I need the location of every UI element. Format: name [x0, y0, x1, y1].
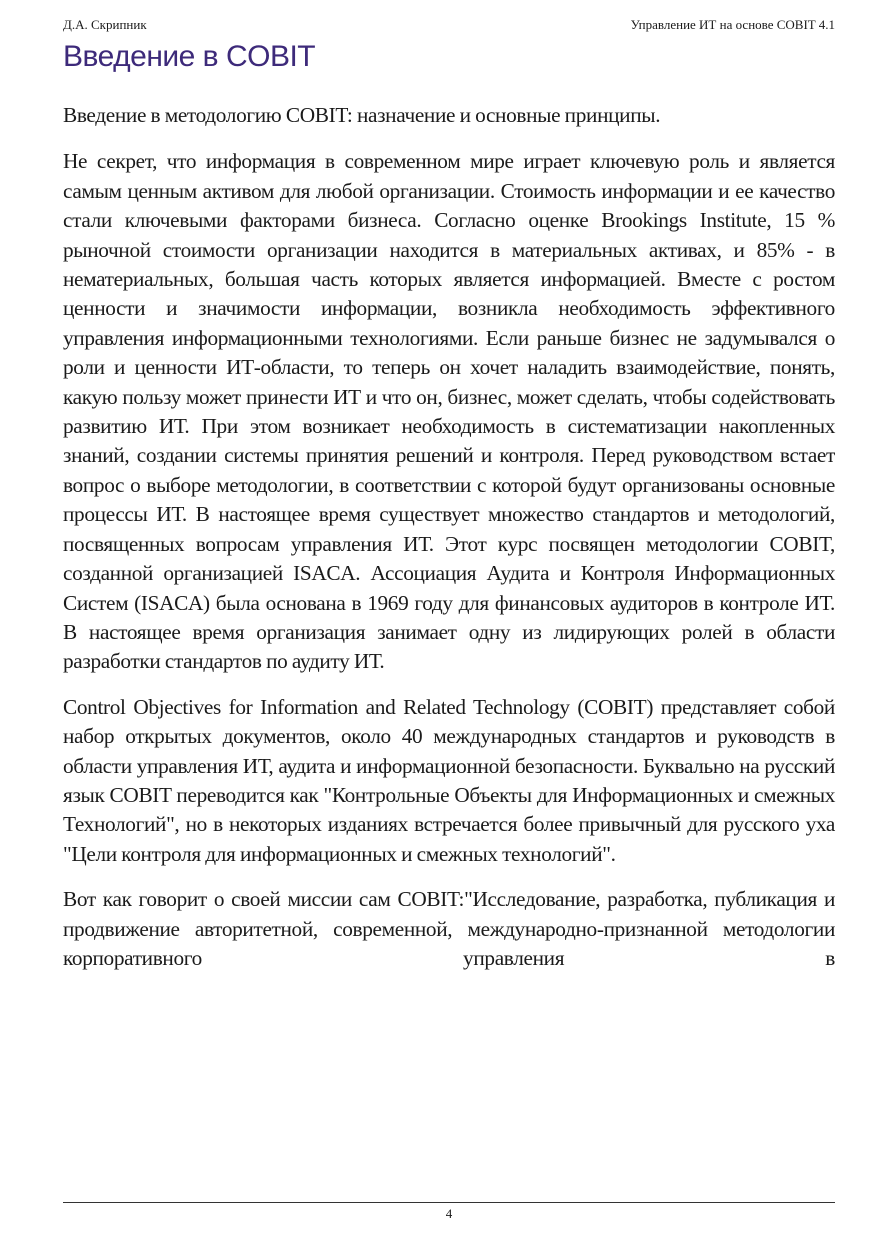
paragraph-information-value: Не секрет, что информация в современном мире играет ключевую роль и является самым ценным активом для любой организации. Стоимость информации и ее качество стали ключевыми факторами бизнеса. Согласно оценке Brookings Institute, 15 % рыночной стоимости организации находится в материальных активах, и 85% - в нематериальных, большая часть которых является информацией. Вместе с ростом ценности и значимости информации, возникла необходимость эффективного управления информационными технологиями. Если раньше бизнес не задумывался о роли и ценности ИТ-области, то теперь он хочет наладить взаимодействие, понять, какую пользу может принести ИТ и что он, бизнес, может сделать, чтобы содействовать развитию ИТ. При этом возникает необходимость в систематизации накопленных знаний, создании системы принятия решений и контроля. Перед руководством встает вопрос о выборе методологии, в соответствии с которой будут организованы основные процессы ИТ. В настоящее время существует множество стандартов и методологий, посвященных вопросам управления ИТ. Этот курс посвящен методологии COBIT, созданной организацией ISACA. Ассоциация Аудита и Контроля Информационных Систем (ISACA) была основана в 1969 году для финансовых аудиторов в контроле ИТ. В настоящее время организация занимает одну из лидирующих ролей в области разработки стандартов по аудиту ИТ.	[63, 149, 835, 674]
paragraph-cobit-mission: Вот как говорит о своей миссии сам COBIT:"Исследование, разработка, публикация и продвижение авторитетной, современной, международно-признанной методологии корпоративного управления в	[63, 887, 835, 970]
header-author: Д.А. Скрипник	[63, 17, 147, 32]
body-text	[63, 101, 835, 973]
header-book-title: Управление ИТ на основе COBIT 4.1	[630, 17, 835, 32]
paragraph-cobit-definition: Control Objectives for Information and Related Technology (COBIT) представляет собой набор открытых документов, около 40 международных стандартов и руководств в области управления ИТ, аудита и информационной безопасности. Буквально на русский язык COBIT переводится как "Контрольные Объекты для Информационных и смежных Технологий", но в некоторых изданиях встречается более привычный для русского уха "Цели контроля для информационных и смежных технологий".	[63, 694, 835, 866]
section-title: Введение в COBIT	[63, 40, 316, 73]
document-page	[63, 0, 835, 1241]
paragraph-intro: Введение в методологию COBIT: назначение и основные принципы.	[63, 103, 661, 127]
page-number: 4	[445, 1206, 453, 1221]
footer-divider	[63, 1202, 835, 1203]
